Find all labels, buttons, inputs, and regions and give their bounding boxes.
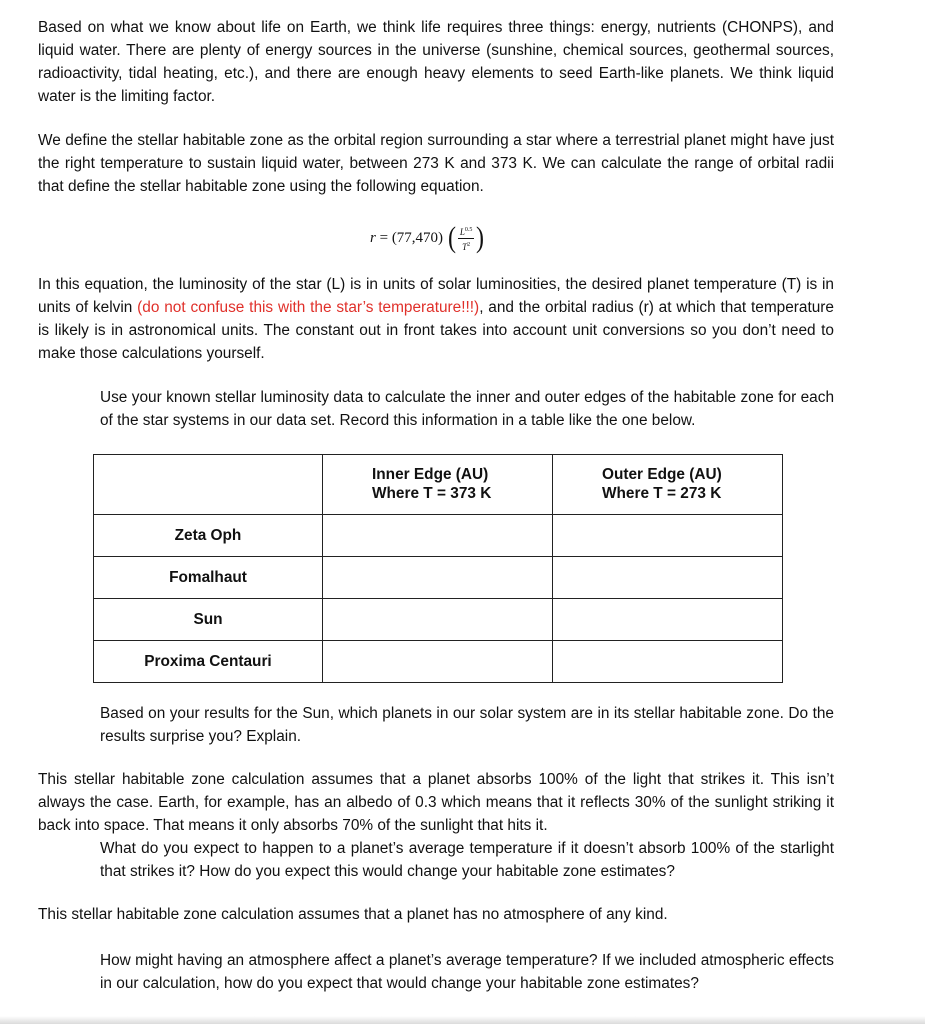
equation-left-paren: ( (447, 221, 456, 254)
table-instructions: Use your known stellar luminosity data to calculate the inner and outer edges of the habitable zone for each of the star systems in our data set. Record this information in a table like the one below. (100, 389, 834, 429)
habitable-zone-table (93, 454, 783, 683)
equation-denominator: $T^2$ (462, 241, 471, 252)
albedo-paragraph: This stellar habitable zone calculation assumes that a planet absorbs 100% of the light that strikes it. This isn’t always the case. Earth, for example, has an albedo of 0.3 which means that it reflects 30% of the sunlight striking it back into space. That means it only absorbs 70% of the sunlight that hits it. (38, 771, 834, 834)
inner-edge-cell[interactable] (323, 557, 553, 599)
star-name-cell: Sun (94, 599, 323, 641)
equation-numerator: $L^{0.5}$ (459, 226, 473, 237)
table-row (94, 641, 783, 683)
equation-fraction (458, 225, 475, 252)
intro-paragraph: Based on what we know about life on Earth, we think life requires three things: energy, nutrients (CHONPS), and liquid water. There are plenty of energy sources in the universe (sunshine, chemical sources, geothermal sources, radioactivity, tidal heating, etc.), and there are enough heavy elements to seed Earth-like planets. We think liquid water is the limiting factor. (38, 19, 834, 105)
table-header-outer-edge: Outer Edge (AU) Where T = 273 K (553, 455, 783, 515)
star-name-cell: Fomalhaut (94, 557, 323, 599)
table-header-row (94, 455, 783, 515)
table-row (94, 557, 783, 599)
inner-edge-cell[interactable] (323, 515, 553, 557)
equation-equals: = (379, 229, 389, 246)
sun-results-question: Based on your results for the Sun, which planets in our solar system are in its stellar habitable zone. Do the results surprise you? Explain. (100, 705, 834, 745)
star-name-cell: Proxima Centauri (94, 641, 323, 683)
outer-edge-cell[interactable] (553, 557, 783, 599)
equation-warning-text: (do not confuse this with the star’s temperature!!!) (137, 299, 480, 316)
table-header-inner-edge: Inner Edge (AU) Where T = 373 K (323, 455, 553, 515)
equation-explanation-text-2: , and the orbital radius (r) at which that temperature is likely is in astronomical units. The constant out in front takes into account unit conversions so you don’t need to make those calculations yourself. (38, 299, 834, 362)
inner-edge-cell[interactable] (323, 641, 553, 683)
outer-edge-cell[interactable] (553, 599, 783, 641)
equation-explanation-text-1: In this equation, the luminosity of the star (L) is in units of solar luminosities, the desired planet temperature (T) is in units of kelvin (38, 276, 834, 316)
habitable-zone-definition: We define the stellar habitable zone as the orbital region surrounding a star where a terrestrial planet might have just the right temperature to sustain liquid water, between 273 K and 373 K. We can calculate the range of orbital radii that define the stellar habitable zone using the following equation. (38, 132, 834, 195)
inner-edge-cell[interactable] (323, 599, 553, 641)
equation-right-paren: ) (476, 221, 485, 254)
table-row (94, 599, 783, 641)
atmosphere-question: How might having an atmosphere affect a planet’s average temperature? If we included atmospheric effects in our calculation, how do you expect that would change your habitable zone estimates? (100, 952, 834, 992)
outer-edge-cell[interactable] (553, 515, 783, 557)
atmosphere-assumption: This stellar habitable zone calculation assumes that a planet has no atmosphere of any kind. (38, 906, 668, 923)
page-bottom-shadow (0, 1016, 925, 1024)
equation-explanation (38, 273, 834, 365)
star-name-cell: Zeta Oph (94, 515, 323, 557)
equation-radius-symbol: r (370, 229, 376, 246)
habitable-zone-equation (370, 218, 485, 258)
outer-edge-cell[interactable] (553, 641, 783, 683)
table-row (94, 515, 783, 557)
equation-constant: (77,470) (391, 229, 444, 246)
table-header-empty (94, 455, 323, 515)
albedo-question: What do you expect to happen to a planet’s average temperature if it doesn’t absorb 100% of the starlight that strikes it? How do you expect this would change your habitable zone estimates? (100, 840, 834, 880)
